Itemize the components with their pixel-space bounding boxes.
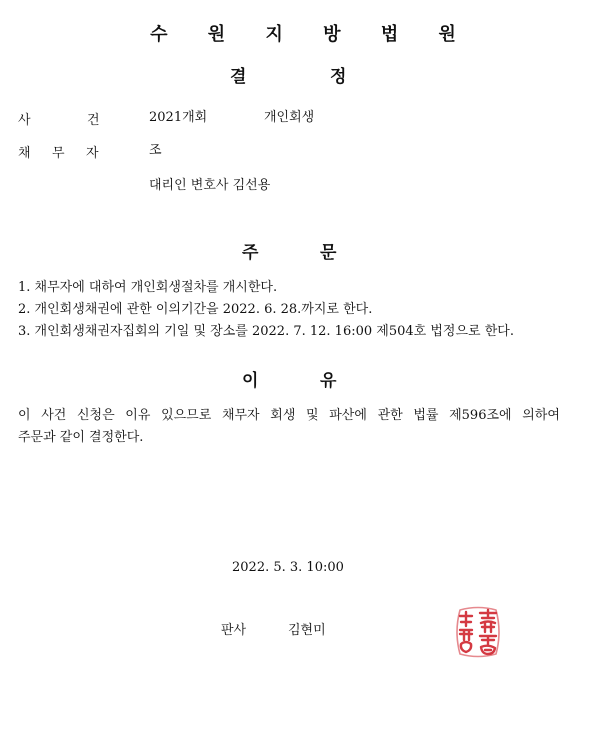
heading-char: 결 — [230, 67, 247, 87]
court-name-char: 원 — [438, 24, 457, 45]
reason-word: 파산에 — [329, 408, 367, 423]
reason-word: 신청은 — [76, 408, 115, 423]
reason-word: 및 — [306, 408, 319, 423]
court-name — [0, 20, 607, 46]
case-label-char: 사 — [18, 113, 31, 128]
reason-word: 제596조에 — [449, 408, 512, 423]
case-label-char: 건 — [87, 113, 100, 128]
court-name-char: 법 — [380, 24, 400, 45]
case-label — [0, 109, 140, 127]
court-name-char: 원 — [207, 24, 227, 45]
reason-word: 채무자 — [221, 408, 260, 423]
reason-heading — [0, 366, 607, 391]
court-name-char: 방 — [323, 24, 342, 45]
court-name-char: 지 — [265, 24, 284, 45]
debtor-label-char: 채 — [18, 146, 31, 161]
debtor-label-char: 무 — [52, 146, 65, 161]
heading-char: 이 — [242, 371, 259, 391]
reason-word: 회생 — [270, 408, 296, 423]
order-item: 3. 개인회생채권자집회의 기일 및 장소를 2022. 7. 12. 16:00 제504호 법정으로 한다. — [18, 324, 514, 339]
judge-title: 판사 — [221, 623, 247, 638]
case-name: 개인회생 — [264, 110, 315, 125]
debtor-label — [0, 142, 140, 160]
heading-char: 정 — [330, 67, 347, 87]
legal-agent: 대리인 변호사 김선용 — [149, 178, 271, 193]
heading-char: 유 — [320, 371, 337, 391]
decision-date: 2022. 5. 3. 10:00 — [232, 560, 344, 575]
reason-text-line-2: 주문과 같이 결정한다. — [18, 430, 144, 445]
reason-word: 사건 — [41, 408, 67, 423]
heading-char: 문 — [320, 243, 337, 263]
reason-word: 이유 — [125, 408, 151, 423]
debtor-name: 조 — [149, 143, 162, 158]
reason-text-line — [18, 404, 560, 423]
order-item: 1. 채무자에 대하여 개인회생절차를 개시한다. — [18, 280, 278, 295]
reason-word: 관한 — [377, 408, 403, 423]
case-number: 2021개회 — [149, 110, 208, 125]
reason-word: 있으므로 — [161, 408, 212, 423]
judge-seal-stamp — [452, 604, 504, 660]
document-type-heading — [0, 62, 607, 87]
court-name-char: 수 — [150, 24, 169, 45]
reason-word: 법률 — [413, 408, 439, 423]
debtor-label-char: 자 — [86, 146, 99, 161]
reason-word: 이 — [18, 408, 31, 423]
heading-char: 주 — [242, 243, 259, 263]
judge-name: 김현미 — [288, 623, 326, 638]
reason-word: 의하여 — [522, 408, 560, 423]
order-item: 2. 개인회생채권에 관한 이의기간을 2022. 6. 28.까지로 한다. — [18, 302, 373, 317]
order-heading — [0, 238, 607, 263]
